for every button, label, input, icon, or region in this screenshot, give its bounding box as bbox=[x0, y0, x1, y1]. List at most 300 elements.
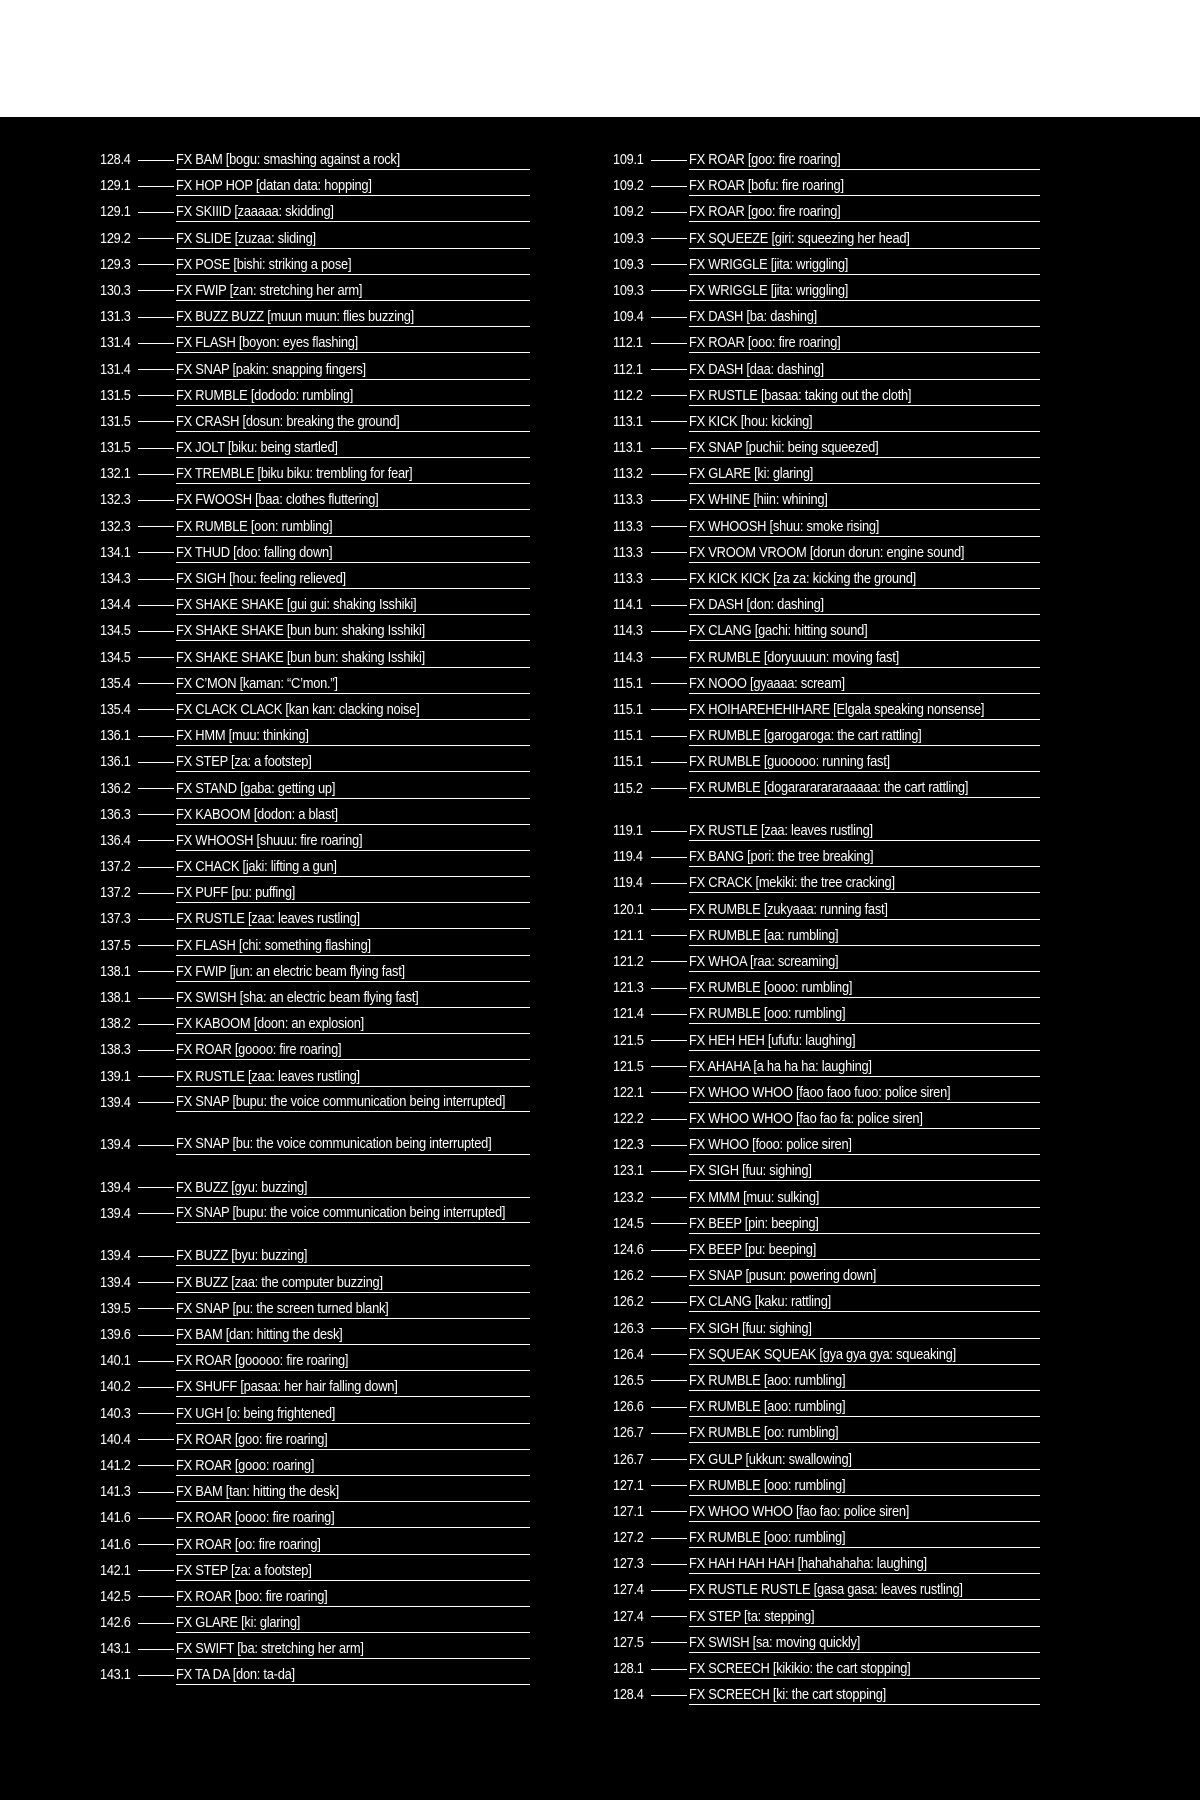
leader-line bbox=[138, 1187, 174, 1188]
leader-line bbox=[138, 290, 174, 291]
fx-description-text: FX CRACK [mekiki: the tree cracking] bbox=[689, 874, 895, 892]
leader-line bbox=[138, 1335, 174, 1336]
fx-entry bbox=[100, 570, 530, 596]
fx-description-text: FX WHOO [fooo: police siren] bbox=[689, 1136, 852, 1154]
page-panel-number: 131.3 bbox=[100, 308, 131, 326]
fx-description-text: FX FWIP [jun: an electric beam flying fast] bbox=[176, 962, 405, 980]
page-panel-number: 126.7 bbox=[613, 1450, 644, 1468]
fx-description-text: FX CLANG [gachi: hitting sound] bbox=[689, 622, 868, 640]
fx-entry bbox=[100, 1666, 530, 1692]
fx-description bbox=[689, 848, 1040, 867]
fx-description-text: FX BUZZ [zaa: the computer buzzing] bbox=[176, 1273, 383, 1291]
fx-entry bbox=[100, 203, 530, 229]
page-panel-number: 129.2 bbox=[100, 229, 131, 247]
page-panel-number: 115.1 bbox=[613, 700, 643, 718]
fx-entry bbox=[100, 780, 530, 806]
leader-line bbox=[138, 579, 174, 580]
page-panel-number: 124.5 bbox=[613, 1214, 644, 1232]
page-panel-number: 126.5 bbox=[613, 1371, 644, 1389]
fx-entry bbox=[613, 596, 1040, 622]
leader-line bbox=[651, 186, 687, 187]
fx-description-text: FX KABOOM [dodon: a blast] bbox=[176, 805, 338, 823]
fx-description-text: FX RUMBLE [oo: rumbling] bbox=[689, 1424, 839, 1442]
fx-entry bbox=[100, 518, 530, 544]
fx-description bbox=[689, 1424, 1040, 1443]
fx-description bbox=[689, 822, 1040, 841]
fx-description bbox=[176, 1352, 530, 1371]
page-panel-number: 123.2 bbox=[613, 1188, 644, 1206]
fx-entry bbox=[613, 1110, 1040, 1136]
fx-entry bbox=[100, 1562, 530, 1588]
fx-description bbox=[176, 413, 530, 432]
fx-description bbox=[176, 910, 530, 929]
fx-description-text: FX SKIIID [zaaaaa: skidding] bbox=[176, 203, 334, 221]
fx-description-text: FX HOIHAREHEHIHARE [Elgala speaking nonsense] bbox=[689, 700, 985, 718]
fx-description bbox=[176, 1536, 530, 1555]
fx-description bbox=[689, 1005, 1040, 1024]
fx-description bbox=[176, 1300, 530, 1319]
fx-description-text: FX THUD [doo: falling down] bbox=[176, 543, 333, 561]
fx-description-text: FX STEP [ta: stepping] bbox=[689, 1607, 815, 1625]
fx-entry bbox=[100, 1274, 530, 1300]
leader-line bbox=[651, 1407, 687, 1408]
fx-description bbox=[176, 491, 530, 510]
leader-line bbox=[651, 1433, 687, 1434]
page-panel-number: 127.3 bbox=[613, 1555, 644, 1573]
page-panel-number: 134.3 bbox=[100, 570, 131, 587]
page-panel-number: 139.4 bbox=[100, 1093, 131, 1111]
fx-entry bbox=[100, 1457, 530, 1483]
fx-description-text: FX ROAR [bofu: fire roaring] bbox=[689, 177, 844, 195]
leader-line bbox=[651, 1223, 687, 1224]
fx-description bbox=[689, 1660, 1040, 1679]
fx-description bbox=[689, 1372, 1040, 1391]
fx-description-text: FX STEP [za: a footstep] bbox=[176, 1561, 312, 1579]
fx-description-text: FX WHOO WHOO [fao fao: police siren] bbox=[689, 1502, 910, 1520]
leader-line bbox=[651, 500, 687, 501]
fx-description-text: FX TREMBLE [biku biku: trembling for fear] bbox=[176, 465, 413, 483]
page-panel-number: 121.5 bbox=[613, 1031, 644, 1049]
fx-description-text: FX DASH [daa: dashing] bbox=[689, 360, 824, 378]
leader-line bbox=[138, 186, 174, 187]
leader-line bbox=[651, 1642, 687, 1643]
page-panel-number: 129.1 bbox=[100, 203, 131, 221]
fx-entry bbox=[613, 1477, 1040, 1503]
leader-line bbox=[138, 1024, 174, 1025]
fx-description-text: FX HEH HEH [ufufu: laughing] bbox=[689, 1031, 856, 1049]
leader-line bbox=[138, 1256, 174, 1257]
fx-description-text: FX SNAP [pu: the screen turned blank] bbox=[176, 1299, 389, 1317]
fx-description-text: FX RUSTLE [zaa: leaves rustling] bbox=[689, 822, 873, 839]
fx-entry bbox=[100, 256, 530, 282]
fx-description-text: FX ROAR [oooo: fire roaring] bbox=[176, 1509, 335, 1527]
page-panel-number: 113.1 bbox=[613, 439, 643, 457]
fx-entry bbox=[613, 1320, 1040, 1346]
page-panel-number: 141.6 bbox=[100, 1535, 131, 1553]
leader-line bbox=[138, 1361, 174, 1362]
fx-description-text: FX RUMBLE [dogarararararaaaaa: the cart rattling] bbox=[689, 778, 969, 796]
fx-entry bbox=[100, 282, 530, 308]
leader-line bbox=[138, 1623, 174, 1624]
fx-description bbox=[689, 1084, 1040, 1103]
page-panel-number: 139.4 bbox=[100, 1204, 131, 1222]
fx-description bbox=[176, 151, 530, 170]
leader-line bbox=[651, 1380, 687, 1381]
page-panel-number: 139.1 bbox=[100, 1067, 131, 1085]
leader-line bbox=[651, 238, 687, 239]
fx-description bbox=[689, 1293, 1040, 1312]
fx-description-text: FX RUMBLE [oooo: rumbling] bbox=[689, 979, 853, 997]
page-panel-number: 113.3 bbox=[613, 543, 643, 561]
leader-line bbox=[138, 1413, 174, 1414]
fx-description bbox=[176, 361, 530, 380]
fx-description bbox=[176, 675, 530, 694]
fx-description-text: FX SNAP [pusun: powering down] bbox=[689, 1267, 877, 1285]
leader-line bbox=[651, 526, 687, 527]
fx-description-text: FX BEEP [pin: beeping] bbox=[689, 1214, 819, 1232]
page-panel-number: 139.4 bbox=[100, 1247, 131, 1265]
fx-entry bbox=[100, 1205, 530, 1248]
page-panel-number: 109.3 bbox=[613, 255, 644, 273]
fx-entry bbox=[100, 675, 530, 701]
fx-description bbox=[689, 1477, 1040, 1496]
page-panel-number: 109.1 bbox=[613, 151, 644, 168]
leader-line bbox=[651, 1171, 687, 1172]
leader-line bbox=[138, 1570, 174, 1571]
fx-entry bbox=[100, 1247, 530, 1273]
page-panel-number: 114.1 bbox=[613, 596, 643, 614]
fx-description bbox=[689, 901, 1040, 920]
page-panel-number: 132.1 bbox=[100, 465, 131, 483]
fx-entry bbox=[613, 256, 1040, 282]
fx-description bbox=[176, 308, 530, 327]
leader-line bbox=[651, 1354, 687, 1355]
fx-description-text: FX GULP [ukkun: swallowing] bbox=[689, 1450, 852, 1468]
leader-line bbox=[138, 552, 174, 553]
page-panel-number: 128.4 bbox=[100, 151, 131, 168]
leader-line bbox=[651, 474, 687, 475]
fx-description-text: FX TA DA [don: ta-da] bbox=[176, 1666, 295, 1684]
leader-line bbox=[651, 1092, 687, 1093]
leader-line bbox=[651, 448, 687, 449]
fx-description-text: FX CHACK [jaki: lifting a gun] bbox=[176, 858, 337, 876]
page-panel-number: 127.2 bbox=[613, 1529, 644, 1547]
leader-line bbox=[651, 1066, 687, 1067]
fx-entry bbox=[100, 832, 530, 858]
fx-description bbox=[176, 989, 530, 1008]
fx-description bbox=[176, 963, 530, 982]
page-panel-number: 127.1 bbox=[613, 1476, 644, 1494]
fx-description-text: FX RUMBLE [aoo: rumbling] bbox=[689, 1371, 846, 1389]
fx-description-text: FX JOLT [biku: being startled] bbox=[176, 439, 338, 457]
fx-description-text: FX SQUEEZE [giri: squeezing her head] bbox=[689, 229, 910, 247]
page-panel-number: 140.1 bbox=[100, 1352, 131, 1370]
fx-description-text: FX SIGH [fuu: sighing] bbox=[689, 1162, 812, 1180]
fx-description-text: FX SIGH [hou: feeling relieved] bbox=[176, 570, 346, 587]
fx-description bbox=[176, 596, 530, 615]
page-panel-number: 113.3 bbox=[613, 570, 643, 587]
fx-entry bbox=[613, 1005, 1040, 1031]
fx-description bbox=[176, 1405, 530, 1424]
fx-entry bbox=[613, 874, 1040, 900]
fx-entry bbox=[100, 387, 530, 413]
page-panel-number: 142.6 bbox=[100, 1614, 131, 1632]
leader-line bbox=[651, 736, 687, 737]
page-panel-number: 127.5 bbox=[613, 1633, 644, 1651]
page-panel-number: 134.5 bbox=[100, 622, 131, 640]
fx-entry bbox=[613, 465, 1040, 491]
leader-line bbox=[651, 421, 687, 422]
fx-description bbox=[176, 1640, 530, 1659]
fx-description-text: FX FLASH [chi: something flashing] bbox=[176, 936, 371, 954]
fx-description bbox=[689, 387, 1040, 406]
fx-entry bbox=[100, 230, 530, 256]
fx-description-text: FX ROAR [ooo: fire roaring] bbox=[689, 334, 841, 352]
leader-line bbox=[138, 1544, 174, 1545]
fx-description-text: FX HAH HAH HAH [hahahahaha: laughing] bbox=[689, 1555, 927, 1573]
fx-description bbox=[176, 1274, 530, 1293]
fx-description bbox=[176, 1666, 530, 1685]
fx-description-text: FX BAM [bogu: smashing against a rock] bbox=[176, 151, 400, 168]
fx-description-text: FX SNAP [bupu: the voice communication being interrupted] bbox=[176, 1203, 506, 1221]
page-panel-number: 124.6 bbox=[613, 1241, 644, 1258]
fx-description bbox=[176, 1588, 530, 1607]
page-panel-number: 119.4 bbox=[613, 848, 643, 866]
fx-description bbox=[689, 1162, 1040, 1181]
page-panel-number: 126.3 bbox=[613, 1319, 644, 1337]
fx-description-text: FX CLANG [kaku: rattling] bbox=[689, 1293, 831, 1311]
leader-line bbox=[651, 909, 687, 910]
fx-entry bbox=[100, 465, 530, 491]
fx-entry bbox=[100, 1640, 530, 1666]
page-panel-number: 112.1 bbox=[613, 360, 643, 378]
leader-line bbox=[651, 1511, 687, 1512]
fx-entry bbox=[613, 1215, 1040, 1241]
leader-line bbox=[138, 474, 174, 475]
leader-line bbox=[138, 448, 174, 449]
fx-entry bbox=[100, 884, 530, 910]
fx-entry bbox=[100, 1015, 530, 1041]
leader-line bbox=[651, 1302, 687, 1303]
fx-entry bbox=[613, 491, 1040, 517]
fx-description bbox=[689, 753, 1040, 772]
leader-line bbox=[138, 840, 174, 841]
fx-description-text: FX KICK [hou: kicking] bbox=[689, 412, 813, 430]
fx-description-text: FX SWISH [sha: an electric beam flying fast] bbox=[176, 989, 419, 1006]
page-panel-number: 109.2 bbox=[613, 177, 644, 195]
leader-line bbox=[651, 935, 687, 936]
leader-line bbox=[651, 788, 687, 789]
fx-description bbox=[176, 832, 530, 851]
fx-entry bbox=[100, 806, 530, 832]
fx-description-text: FX SNAP [puchii: being squeezed] bbox=[689, 439, 879, 457]
fx-entry bbox=[613, 1293, 1040, 1319]
leader-line bbox=[651, 343, 687, 344]
fx-description bbox=[689, 1136, 1040, 1155]
fx-description-text: FX WHOO WHOO [fao fao fa: police siren] bbox=[689, 1110, 923, 1128]
page-panel-number: 121.5 bbox=[613, 1057, 644, 1075]
fx-description-text: FX ROAR [goo: fire roaring] bbox=[689, 203, 841, 221]
page-panel-number: 127.1 bbox=[613, 1502, 644, 1520]
fx-description bbox=[689, 1241, 1040, 1260]
fx-description-text: FX RUMBLE [ooo: rumbling] bbox=[689, 1476, 846, 1494]
leader-line bbox=[138, 1518, 174, 1519]
page-panel-number: 131.4 bbox=[100, 334, 131, 352]
fx-entry bbox=[613, 1084, 1040, 1110]
fx-description bbox=[176, 544, 530, 563]
fx-description bbox=[176, 701, 530, 720]
page-panel-number: 137.5 bbox=[100, 936, 131, 954]
fx-entry bbox=[100, 544, 530, 570]
fx-description bbox=[176, 1041, 530, 1060]
fx-entry bbox=[100, 649, 530, 675]
leader-line bbox=[138, 762, 174, 763]
leader-line bbox=[138, 605, 174, 606]
fx-description bbox=[689, 1503, 1040, 1522]
page-panel-number: 109.3 bbox=[613, 229, 644, 247]
page-panel-number: 119.1 bbox=[613, 822, 643, 839]
fx-description bbox=[176, 1509, 530, 1528]
fx-description-text: FX HMM [muu: thinking] bbox=[176, 727, 309, 745]
leader-line bbox=[138, 919, 174, 920]
leader-line bbox=[138, 945, 174, 946]
fx-entry bbox=[613, 1398, 1040, 1424]
fx-description bbox=[689, 649, 1040, 668]
page-panel-number: 112.1 bbox=[613, 334, 643, 352]
leader-line bbox=[651, 1276, 687, 1277]
fx-description-text: FX NOOO [gyaaaa: scream] bbox=[689, 674, 845, 692]
fx-description-text: FX RUMBLE [ooo: rumbling] bbox=[689, 1529, 846, 1547]
fx-description-text: FX BEEP [pu: beeping] bbox=[689, 1241, 817, 1258]
page-panel-number: 134.5 bbox=[100, 648, 131, 666]
page-panel-number: 142.5 bbox=[100, 1587, 131, 1605]
leader-line bbox=[651, 1014, 687, 1015]
leader-line bbox=[138, 867, 174, 868]
leader-line bbox=[651, 657, 687, 658]
fx-description-text: FX BUZZ BUZZ [muun muun: flies buzzing] bbox=[176, 308, 414, 326]
page-panel-number: 138.1 bbox=[100, 989, 131, 1006]
fx-entry bbox=[100, 727, 530, 753]
fx-entry bbox=[613, 518, 1040, 544]
page-panel-number: 126.2 bbox=[613, 1293, 644, 1311]
leader-line bbox=[651, 290, 687, 291]
page-panel-number: 137.2 bbox=[100, 884, 131, 902]
fx-entry bbox=[100, 1588, 530, 1614]
page-panel-number: 140.2 bbox=[100, 1378, 131, 1396]
fx-description bbox=[689, 1451, 1040, 1470]
fx-entry bbox=[613, 334, 1040, 360]
leader-line bbox=[138, 1649, 174, 1650]
page-panel-number: 122.2 bbox=[613, 1110, 644, 1128]
fx-description bbox=[176, 1094, 530, 1113]
fx-description-text: FX RUMBLE [guooooo: running fast] bbox=[689, 753, 890, 771]
fx-description-text: FX RUSTLE RUSTLE [gasa gasa: leaves rustling] bbox=[689, 1581, 963, 1599]
fx-description-text: FX SHUFF [pasaa: her hair falling down] bbox=[176, 1378, 398, 1396]
page-panel-number: 136.3 bbox=[100, 805, 131, 823]
fx-description bbox=[689, 953, 1040, 972]
fx-description bbox=[176, 727, 530, 746]
page-panel-number: 121.1 bbox=[613, 926, 644, 944]
page-panel-number: 112.2 bbox=[613, 386, 643, 404]
fx-entry bbox=[613, 570, 1040, 596]
fx-description bbox=[176, 387, 530, 406]
fx-description bbox=[176, 649, 530, 668]
fx-description bbox=[689, 675, 1040, 694]
page-panel-number: 131.5 bbox=[100, 412, 131, 430]
fx-description bbox=[176, 282, 530, 301]
fx-entry bbox=[100, 1509, 530, 1535]
fx-entry bbox=[613, 1529, 1040, 1555]
fx-description-text: FX FWOOSH [baa: clothes fluttering] bbox=[176, 491, 379, 509]
leader-line bbox=[651, 264, 687, 265]
fx-description-text: FX CRASH [dosun: breaking the ground] bbox=[176, 412, 400, 430]
page-panel-number: 136.1 bbox=[100, 727, 131, 745]
page-panel-number: 138.2 bbox=[100, 1015, 131, 1033]
fx-description bbox=[689, 1398, 1040, 1417]
fx-description-text: FX SHAKE SHAKE [bun bun: shaking Isshiki] bbox=[176, 622, 425, 640]
page-panel-number: 127.4 bbox=[613, 1581, 644, 1599]
fx-entry bbox=[100, 1179, 530, 1205]
page-panel-number: 114.3 bbox=[613, 622, 643, 640]
fx-description bbox=[176, 884, 530, 903]
leader-line bbox=[138, 1596, 174, 1597]
fx-entry bbox=[613, 413, 1040, 439]
fx-entry bbox=[613, 308, 1040, 334]
page-panel-number: 139.4 bbox=[100, 1178, 131, 1196]
page-panel-number: 121.3 bbox=[613, 979, 644, 997]
fx-description-text: FX SIGH [fuu: sighing] bbox=[689, 1319, 812, 1337]
fx-entry bbox=[100, 910, 530, 936]
leader-line bbox=[138, 788, 174, 789]
fx-description-text: FX ROAR [boo: fire roaring] bbox=[176, 1587, 328, 1605]
leader-line bbox=[651, 883, 687, 884]
page-panel-number: 139.6 bbox=[100, 1326, 131, 1343]
fx-description bbox=[689, 1189, 1040, 1208]
fx-description bbox=[176, 1431, 530, 1450]
leader-line bbox=[651, 605, 687, 606]
fx-description bbox=[689, 727, 1040, 746]
fx-description-text: FX BANG [pori: the tree breaking] bbox=[689, 848, 874, 866]
fx-description bbox=[689, 465, 1040, 484]
fx-entry bbox=[613, 675, 1040, 701]
fx-description bbox=[689, 1608, 1040, 1627]
fx-description bbox=[689, 203, 1040, 222]
fx-entry bbox=[613, 622, 1040, 648]
page-panel-number: 138.3 bbox=[100, 1041, 131, 1059]
fx-description-text: FX WHOOSH [shuu: smoke rising] bbox=[689, 517, 880, 535]
fx-description bbox=[689, 439, 1040, 458]
leader-line bbox=[138, 1675, 174, 1676]
fx-entry bbox=[613, 1136, 1040, 1162]
page-panel-number: 109.2 bbox=[613, 203, 644, 221]
page-panel-number: 135.4 bbox=[100, 700, 131, 718]
fx-description bbox=[176, 1136, 530, 1155]
page-panel-number: 131.4 bbox=[100, 360, 131, 378]
page-panel-number: 140.4 bbox=[100, 1430, 131, 1448]
leader-line bbox=[138, 1308, 174, 1309]
leader-line bbox=[138, 814, 174, 815]
leader-line bbox=[651, 369, 687, 370]
leader-line bbox=[138, 1465, 174, 1466]
fx-entry bbox=[613, 753, 1040, 779]
leader-line bbox=[138, 998, 174, 999]
leader-line bbox=[651, 1564, 687, 1565]
fx-description-text: FX SCREECH [ki: the cart stopping] bbox=[689, 1686, 886, 1704]
fx-description-text: FX RUSTLE [zaa: leaves rustling] bbox=[176, 910, 360, 928]
fx-description-text: FX RUSTLE [zaa: leaves rustling] bbox=[176, 1067, 360, 1085]
fx-description-text: FX STAND [gaba: getting up] bbox=[176, 779, 336, 797]
fx-description bbox=[689, 570, 1040, 589]
